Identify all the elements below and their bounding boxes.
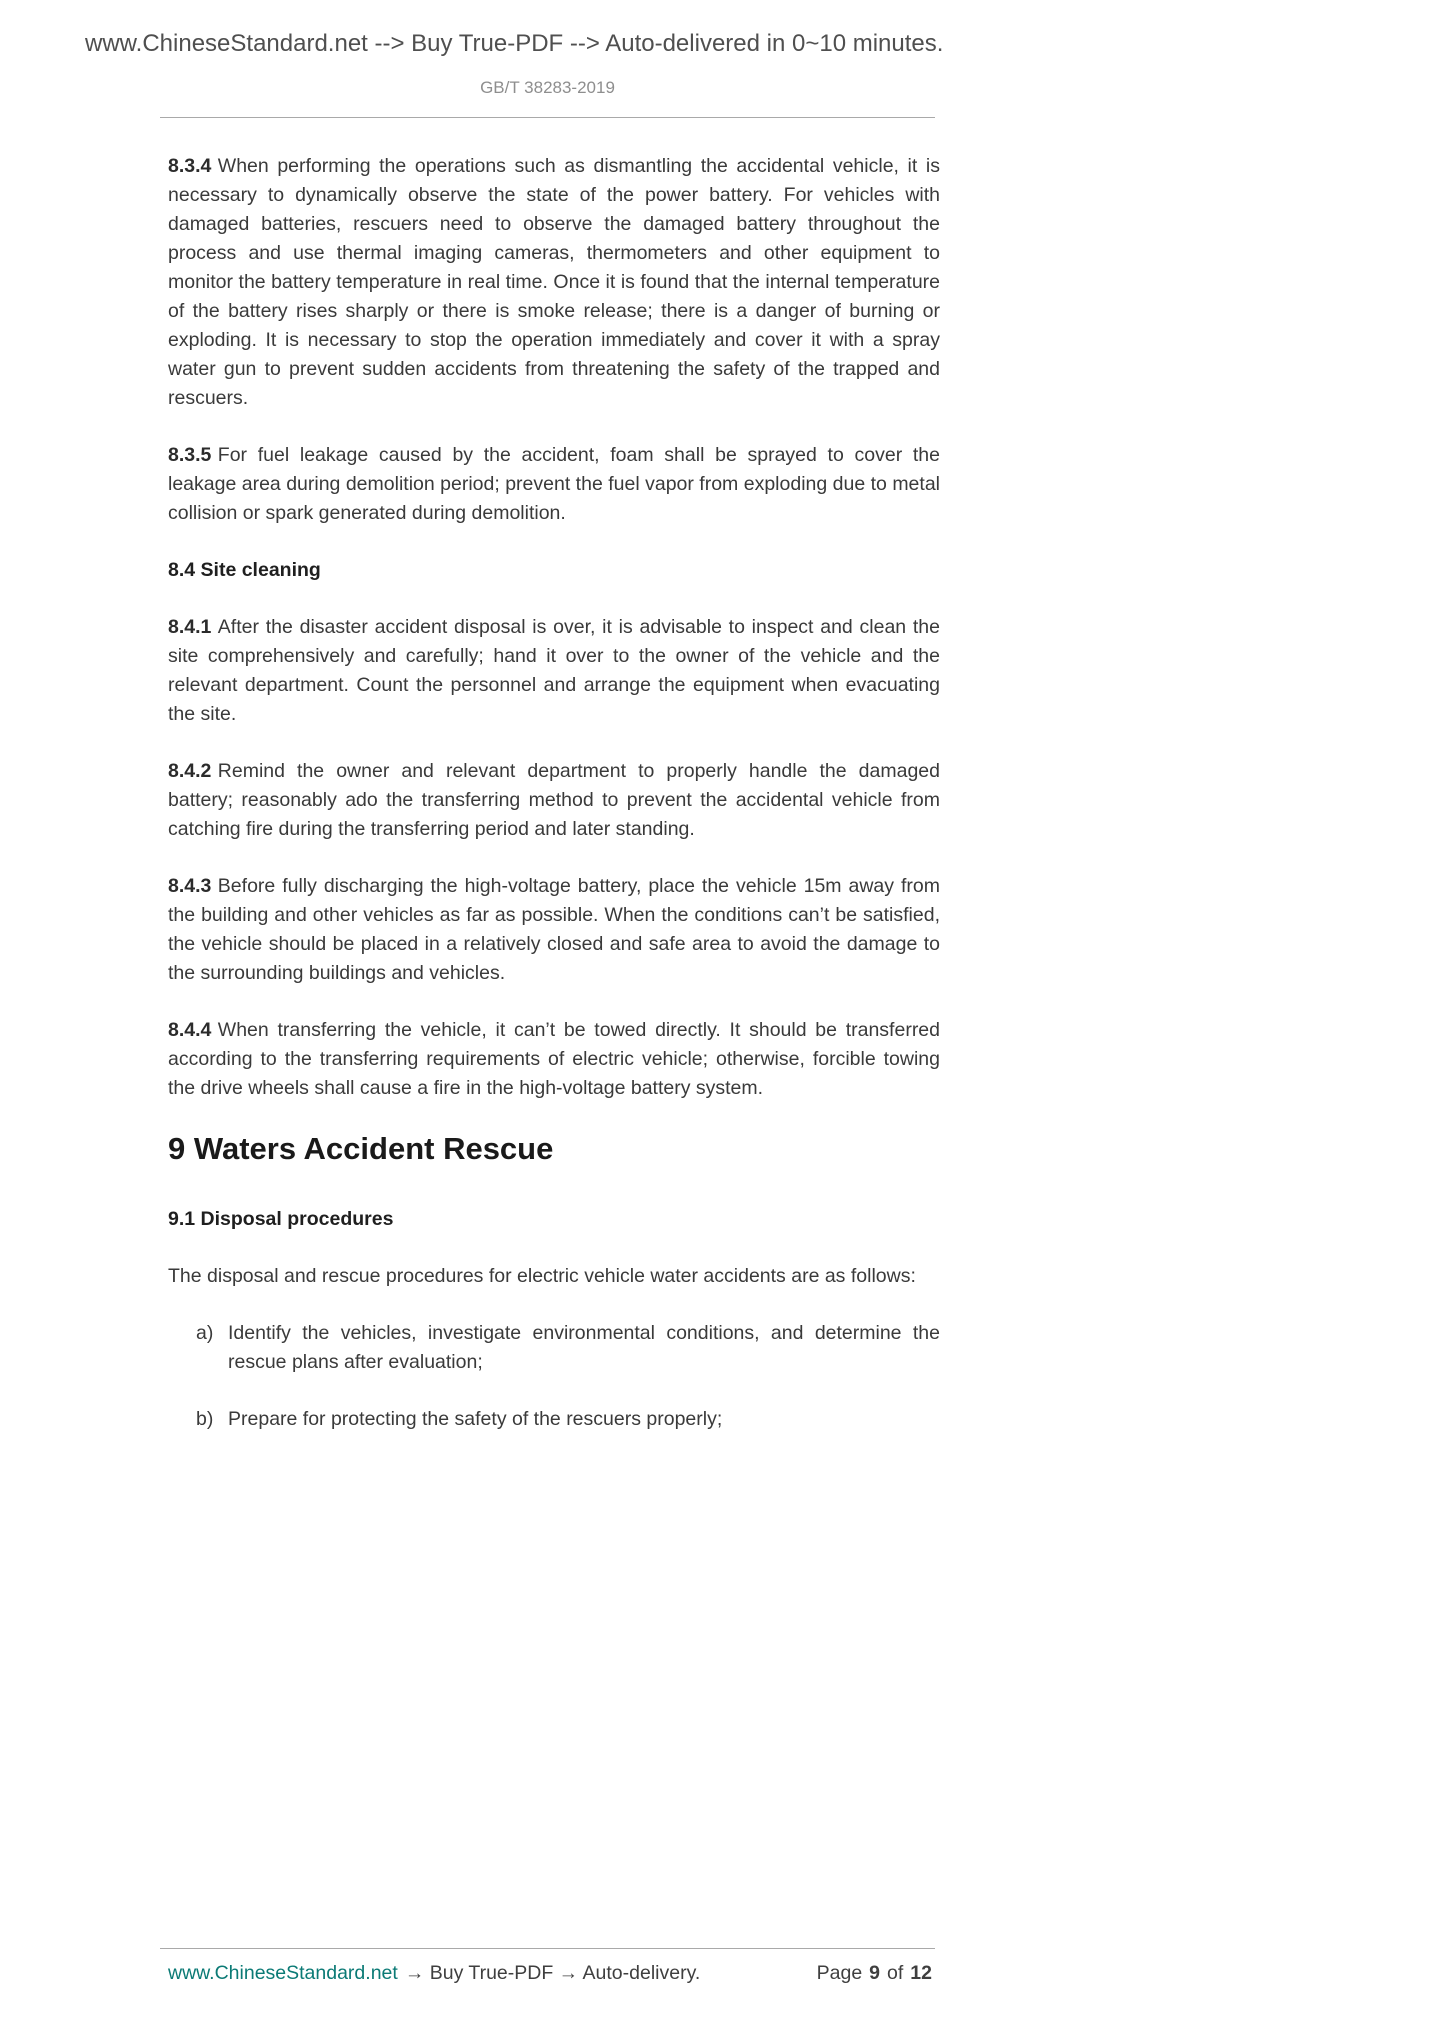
clause-number: 8.3.5 [168, 444, 212, 466]
clause-number: 8.3.4 [168, 155, 212, 177]
clause-8-4-3 [168, 872, 940, 988]
clause-text: Remind the owner and relevant department to properly handle the damaged battery; reasonably ado the transferring method to prevent the accidental vehicle from catching fire during the transferring period and later standing. [168, 760, 940, 840]
of-word: of [887, 1962, 904, 1984]
clause-text: Before fully discharging the high-voltage battery, place the vehicle 15m away from the building and other vehicles as far as possible. When the conditions can’t be satisfied, the vehicle should be placed in a relatively closed and safe area to avoid the damage to the surrounding buildings and vehicles. [168, 875, 940, 984]
list-item-b [168, 1405, 940, 1434]
list-text: Identify the vehicles, investigate environmental conditions, and determine the rescue plans after evaluation; [228, 1322, 940, 1373]
clause-number: 8.4.3 [168, 875, 212, 897]
footer-left [168, 1962, 700, 1985]
footer [168, 1962, 932, 1985]
heading-8-4: 8.4 Site cleaning [168, 559, 321, 581]
clause-8-3-5 [168, 441, 940, 528]
clause-number: 8.4.4 [168, 1019, 212, 1041]
list-marker: b) [196, 1408, 214, 1430]
header-banner: www.ChineseStandard.net --> Buy True-PDF --> Auto-delivered in 0~10 minutes. [85, 30, 944, 57]
list-text: Prepare for protecting the safety of the rescuers properly; [228, 1408, 723, 1430]
clause-number: 8.4.2 [168, 760, 212, 782]
clause-text: When performing the operations such as dismantling the accidental vehicle, it is necessary to dynamically observe the state of the power battery. For vehicles with damaged batteries, rescuers need to observe the damaged battery throughout the process and use thermal imaging cameras, thermometers and other equipment to monitor the battery temperature in real time. Once it is found that the internal temperature of the battery rises sharply or there is smoke release; there is a danger of burning or exploding. It is necessary to stop the operation immediately and cover it with a spray water gun to prevent sudden accidents from threatening the safety of the trapped and rescuers. [168, 155, 940, 409]
clause-8-4-1 [168, 613, 940, 729]
heading-9: 9 Waters Accident Rescue [168, 1131, 554, 1166]
clause-text: When transferring the vehicle, it can’t be towed directly. It should be transferred according to the transferring requirements of electric vehicle; otherwise, forcible towing the drive wheels shall cause a fire in the high-voltage battery system. [168, 1019, 940, 1099]
clause-text: After the disaster accident disposal is over, it is advisable to inspect and clean the site comprehensively and carefully; hand it over to the owner of the vehicle and the relevant department. Count the personnel and arrange the equipment when evacuating the site. [168, 616, 940, 725]
footer-divider [160, 1948, 935, 1949]
footer-link[interactable]: www.ChineseStandard.net [168, 1962, 398, 1984]
heading-9-1: 9.1 Disposal procedures [168, 1208, 394, 1230]
clause-8-4-2 [168, 757, 940, 844]
list-item-a [168, 1319, 940, 1377]
page-word: Page [816, 1962, 863, 1984]
clause-text: For fuel leakage caused by the accident, foam shall be sprayed to cover the leakage area during demolition period; prevent the fuel vapor from exploding due to metal collision or spark generated during demolition. [168, 444, 940, 524]
page-indicator [817, 1962, 932, 1985]
page-current: 9 [869, 1962, 881, 1984]
document-body [168, 152, 940, 1462]
footer-tail-text: → Buy True-PDF → Auto-delivery. [404, 1962, 701, 1984]
doc-number: GB/T 38283-2019 [480, 78, 615, 97]
clause-8-4-4 [168, 1016, 940, 1103]
list-marker: a) [196, 1322, 214, 1344]
header-divider [160, 117, 935, 118]
clause-8-3-4 [168, 152, 940, 413]
page-total: 12 [910, 1962, 932, 1984]
clause-number: 8.4.1 [168, 616, 212, 638]
intro-paragraph: The disposal and rescue procedures for electric vehicle water accidents are as follows: [168, 1265, 916, 1287]
